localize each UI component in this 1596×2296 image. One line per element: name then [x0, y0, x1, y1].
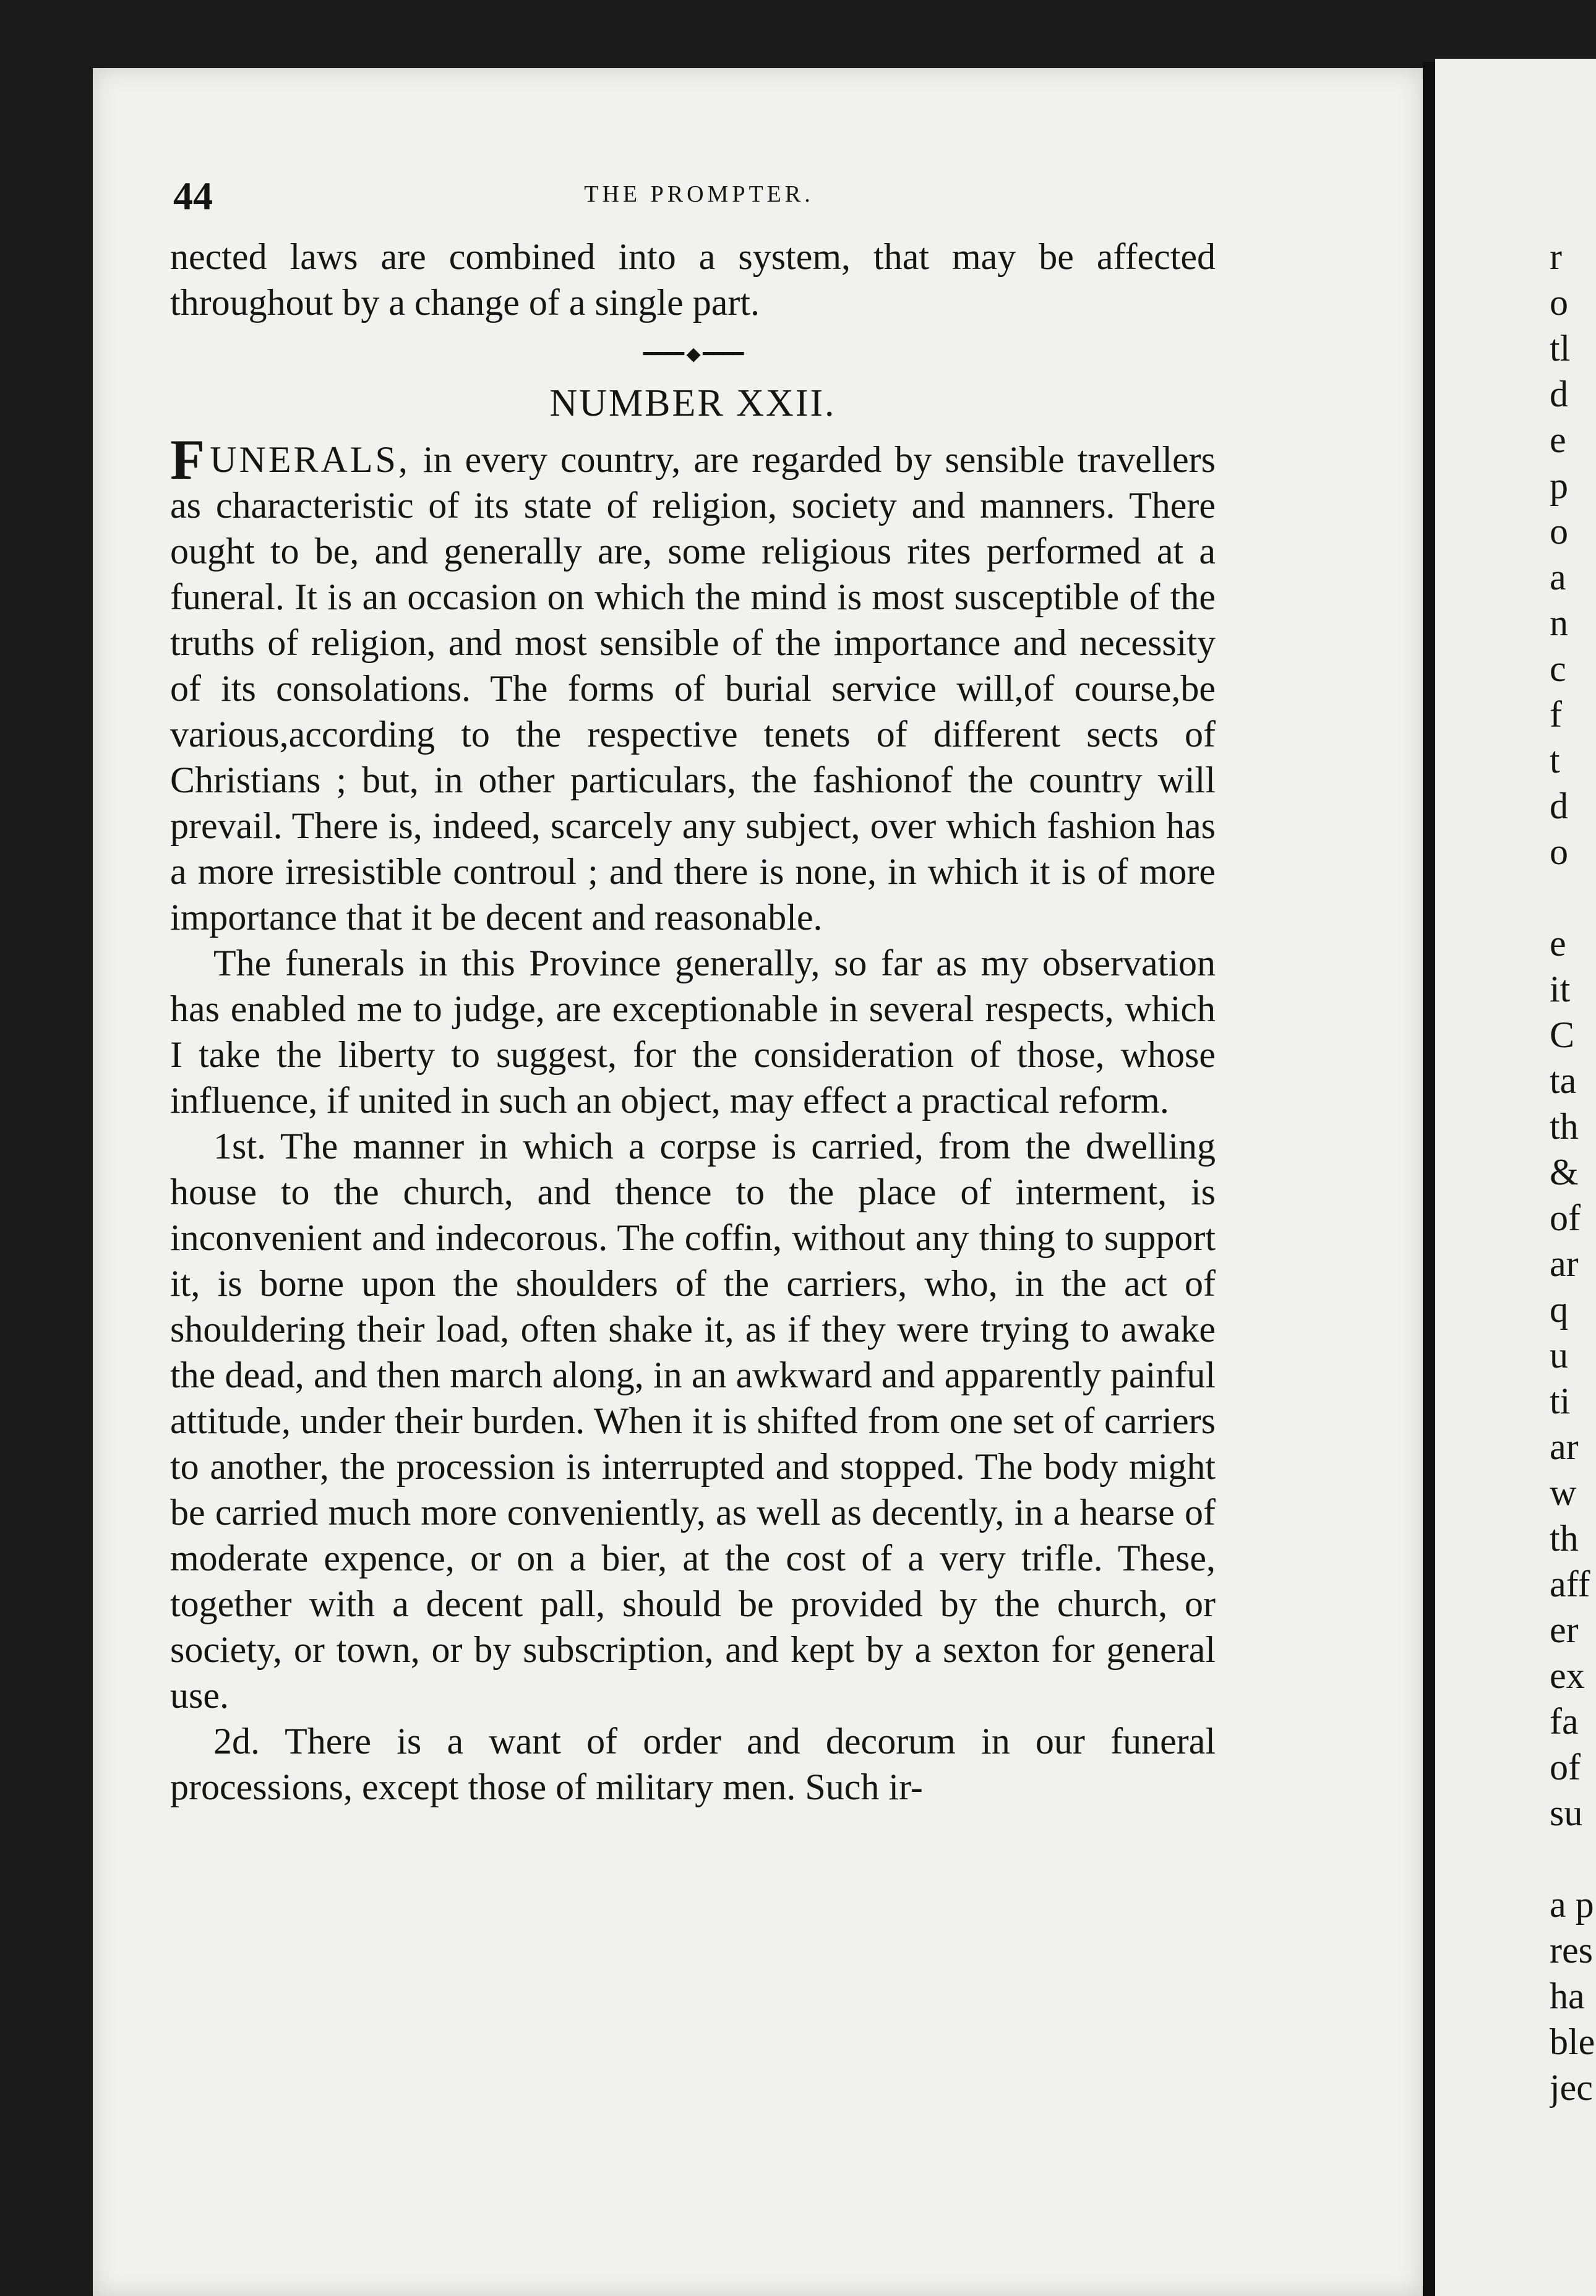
right-page-fragment: fa [1550, 1701, 1579, 1742]
paragraph-2: The funerals in this Province generally, so far as my observation has enabled me to judge, are exceptionable in several respects, which I take the liberty to suggest, for the consideration of those, whose influence, if united in such an object, may effect a practical reform. [170, 943, 1216, 1121]
right-page-fragment: q [1550, 1289, 1568, 1330]
right-page-fragment: a [1550, 557, 1566, 598]
right-page-fragment: it [1550, 969, 1571, 1009]
right-page-fragment: jec [1550, 2067, 1593, 2108]
lead-word: UNERALS, [210, 439, 410, 480]
body-text [170, 234, 1216, 1810]
right-page-fragments [1550, 234, 1596, 2110]
right-page-fragment: p [1550, 465, 1568, 506]
drop-cap: F [170, 428, 205, 491]
right-page-fragment: o [1550, 831, 1568, 872]
right-page-fragment: res [1550, 1930, 1593, 1971]
section-title: NUMBER XXII. [549, 382, 836, 424]
right-page-fragment: su [1550, 1793, 1583, 1833]
right-page-fragment: d [1550, 786, 1568, 826]
right-page-fragment: t [1550, 740, 1560, 781]
paragraph-4: 2d. There is a want of order and decorum in our funeral processions, except those of military men. Such ir- [170, 1721, 1216, 1807]
page-number: 44 [173, 174, 213, 218]
right-page-fragment: & [1550, 1152, 1579, 1193]
right-page-fragment: ti [1550, 1381, 1571, 1421]
right-page-fragment: ha [1550, 1976, 1585, 2016]
paragraph-1 [170, 428, 1216, 940]
section-rule: ━━━━ ◆ ━━━━ [643, 344, 743, 364]
right-page-fragment: o [1550, 282, 1568, 323]
right-page-fragment: ar [1550, 1243, 1579, 1284]
right-page-fragment: c [1550, 648, 1566, 689]
right-page-fragment: a p [1550, 1884, 1594, 1925]
right-page-fragment: aff [1550, 1564, 1590, 1604]
right-page-fragment: C [1550, 1014, 1575, 1055]
right-page-fragment: of [1550, 1747, 1581, 1788]
right-page-fragment: tl [1550, 328, 1571, 369]
right-page-fragment [1550, 875, 1596, 920]
right-page-fragment: of [1550, 1197, 1581, 1238]
right-page-fragment: u [1550, 1335, 1568, 1376]
right-page-fragment: f [1550, 694, 1562, 735]
right-page-fragment: ar [1550, 1426, 1579, 1467]
right-page-fragment: th [1550, 1106, 1579, 1147]
right-page-fragment: ta [1550, 1060, 1577, 1101]
right-page-fragment: th [1550, 1518, 1579, 1559]
right-page-fragment: ble [1550, 2021, 1595, 2062]
running-head: THE PROMPTER. [584, 181, 814, 207]
right-page-fragment: o [1550, 511, 1568, 552]
continuation-paragraph: nected laws are combined into a system, that may be affected throughout by a change of a single part. [170, 236, 1216, 323]
right-page-fragment: w [1550, 1472, 1577, 1513]
right-page-fragment: er [1550, 1609, 1579, 1650]
right-page-fragment: ex [1550, 1655, 1585, 1696]
paragraph-3: 1st. The manner in which a corpse is carried, from the dwelling house to the church, and thence to the place of interment, is inconvenient and indecorous. The coffin, without any thing to support it, is borne upon the shoulders of the carriers, who, in the act of shouldering their load, often shake it, as if they were trying to awake the dead, and then march along, in an awkward and apparently painful attitude, under their burden. When it is shifted from one set of carriers to another, the procession is interrupted and stopped. The body might be carried much more conveniently, as well as decently, in a hearse of moderate expence, or on a bier, at the cost of a very trifle. These, together with a decent pall, should be provided by the church, or society, or town, or by subscription, and kept by a sexton for general use. [170, 1126, 1216, 1716]
right-page-fragment: e [1550, 419, 1566, 460]
paragraph-1-text: in every country, are regarded by sensible travellers as characteristic of its state of religion, society and manners. There ought to be, and generally are, some religious rites performed at a funeral. It is an occasion on which the mind is most susceptible of the truths of religion, and most sensible of the importance and necessity of its consolations. The forms of burial service will,of course,be various,according to the respective tenets of different sects of Christians ; but, in other particulars, the fashionof the country will prevail. There is, indeed, scarcely any subject, over which fashion has a more irresistible controul ; and there is none, in which it is of more importance that it be decent and reasonable. [170, 439, 1216, 938]
right-page-fragment: d [1550, 374, 1568, 414]
right-page-fragment: r [1550, 236, 1562, 277]
right-page-fragment [1550, 1836, 1596, 1882]
page-header [173, 173, 1225, 223]
right-page-fragment: e [1550, 923, 1566, 964]
right-page-fragment: n [1550, 602, 1568, 643]
